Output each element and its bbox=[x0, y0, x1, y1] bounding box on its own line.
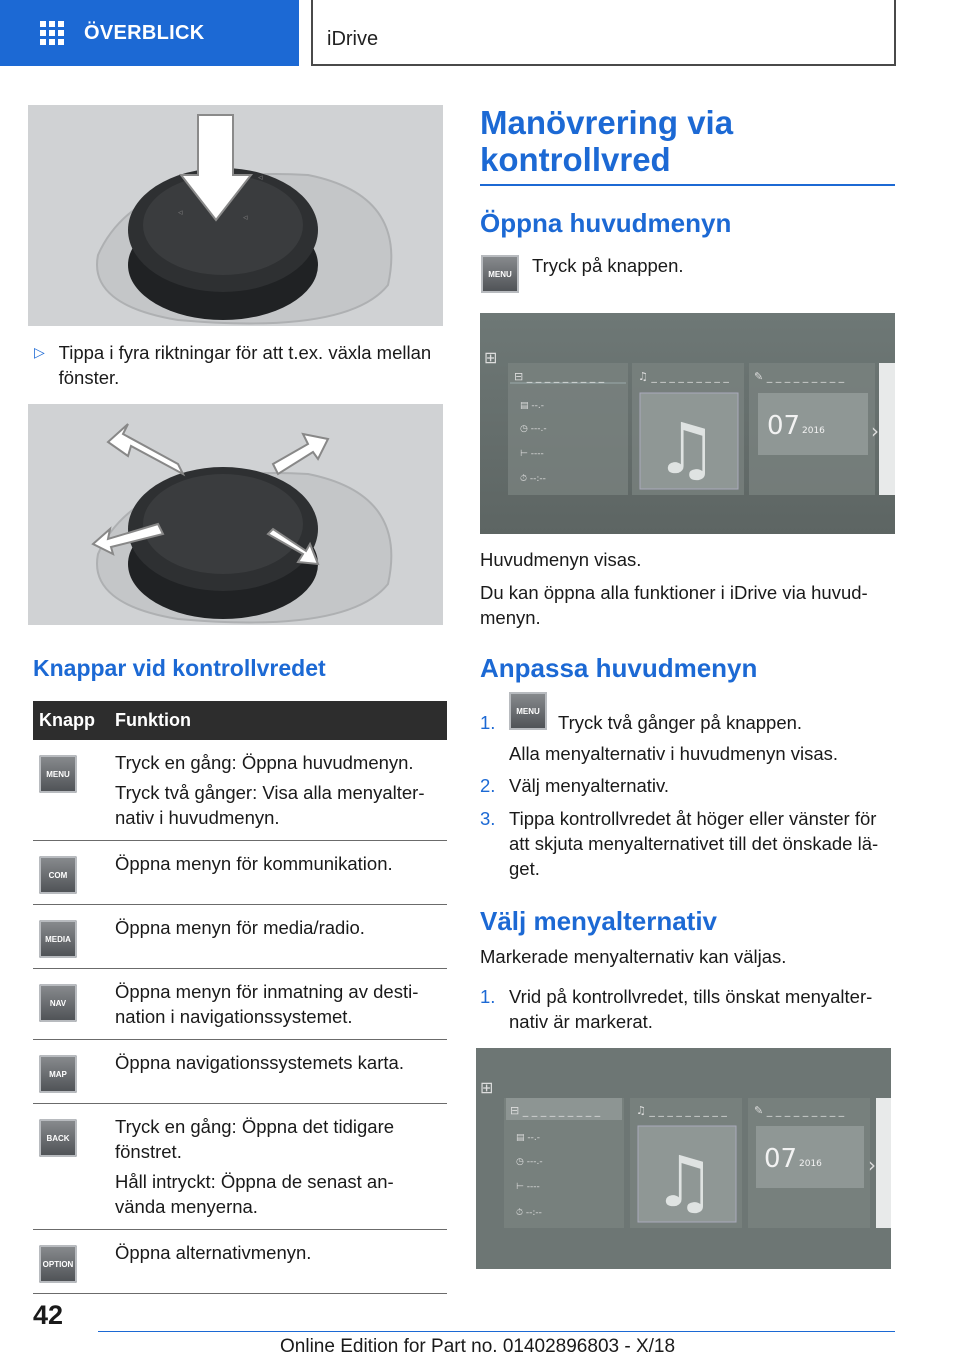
row-text: Öppna navigationssystemets karta. bbox=[115, 1052, 404, 1073]
step-subtext: Alla menyalternativ i huvudmenyn visas. bbox=[509, 743, 839, 764]
com-button-icon: COM bbox=[39, 856, 77, 894]
menu-button-icon: MENU bbox=[481, 255, 519, 293]
svg-text:⊟ _ _ _ _ _ _ _ _ _: ⊟ _ _ _ _ _ _ _ _ _ bbox=[514, 370, 605, 383]
svg-text:⊢ ----: ⊢ ---- bbox=[520, 449, 544, 459]
menu-button-icon: MENU bbox=[509, 692, 547, 730]
svg-text:›: › bbox=[871, 419, 879, 443]
press-button-text: Tryck på knappen. bbox=[532, 255, 684, 276]
main-menu-screen bbox=[480, 313, 895, 534]
grid-menu-icon bbox=[40, 21, 64, 45]
row-text: Öppna menyn för inmatning av desti-nation i navigationssystemet. bbox=[115, 981, 419, 1027]
svg-text:♫: ♫ bbox=[655, 408, 718, 490]
map-button-icon: MAP bbox=[39, 1055, 77, 1093]
svg-text:⊢ ----: ⊢ ---- bbox=[516, 1182, 540, 1192]
step-number: 1. bbox=[480, 712, 496, 733]
main-menu-screen-2 bbox=[476, 1048, 891, 1269]
table-row bbox=[33, 969, 447, 1040]
svg-text:♫ _ _ _ _ _ _ _ _ _: ♫ _ _ _ _ _ _ _ _ _ bbox=[636, 1104, 727, 1117]
chapter-title: iDrive bbox=[311, 0, 896, 66]
svg-text:⏱ --:--: ⏱ --:-- bbox=[520, 474, 546, 484]
select-text: Markerade menyalternativ kan väljas. bbox=[480, 946, 787, 967]
screen-date: 07 bbox=[764, 1144, 798, 1174]
controller-tilt-image bbox=[28, 404, 443, 625]
table-row bbox=[33, 740, 447, 841]
step-text: Tippa kontrollvredet åt höger eller vänster för att skjuta menyalternativet till det önskade lä-get. bbox=[509, 808, 879, 879]
step-text: Tryck två gånger på knappen. bbox=[558, 712, 803, 733]
table-row bbox=[33, 841, 447, 905]
svg-text:⏱ --:--: ⏱ --:-- bbox=[516, 1208, 542, 1218]
svg-text:◃: ◃ bbox=[178, 208, 183, 218]
svg-text:⊞: ⊞ bbox=[480, 1078, 494, 1097]
row-text: Öppna menyn för media/radio. bbox=[115, 917, 365, 938]
screen-year: 2016 bbox=[802, 426, 825, 436]
table-row bbox=[33, 1040, 447, 1104]
row-text: Håll intryckt: Öppna de senast an-vända menyerna. bbox=[115, 1171, 394, 1217]
svg-text:◃: ◃ bbox=[243, 213, 248, 223]
step-number: 3. bbox=[480, 808, 496, 829]
heading-open-main-menu: Öppna huvudmenyn bbox=[480, 208, 732, 238]
triangle-bullet-icon: ▷ bbox=[34, 344, 45, 360]
svg-text:♫: ♫ bbox=[653, 1141, 716, 1223]
tilt-bullet-text: Tippa i fyra riktningar för att t.ex. växla mellan fönster. bbox=[58, 342, 432, 388]
svg-text:◷ ---.-: ◷ ---.- bbox=[520, 424, 547, 434]
footer-divider bbox=[98, 1331, 895, 1332]
col-header-function: Funktion bbox=[109, 701, 447, 740]
all-functions-text: Du kan öppna alla funktioner i iDrive via huvud-menyn. bbox=[480, 582, 868, 628]
svg-text:♫ _ _ _ _ _ _ _ _ _: ♫ _ _ _ _ _ _ _ _ _ bbox=[638, 370, 729, 383]
section-label: ÖVERBLICK bbox=[84, 21, 205, 44]
row-text: Tryck två gånger: Visa alla menyalter-nativ i huvudmenyn. bbox=[115, 782, 425, 828]
step-number: 1. bbox=[480, 986, 496, 1007]
controller-press-image bbox=[28, 105, 443, 326]
nav-button-icon: NAV bbox=[39, 984, 77, 1022]
step-text: Välj menyalternativ. bbox=[509, 775, 670, 796]
svg-text:⊟ _ _ _ _ _ _ _ _ _: ⊟ _ _ _ _ _ _ _ _ _ bbox=[510, 1104, 601, 1117]
svg-text:✎ _ _ _ _ _ _ _ _ _: ✎ _ _ _ _ _ _ _ _ _ bbox=[754, 1104, 845, 1117]
table-row bbox=[33, 1230, 447, 1294]
table-row bbox=[33, 1104, 447, 1230]
row-text: Tryck en gång: Öppna det tidigare fönstret. bbox=[115, 1116, 395, 1162]
row-text: Öppna alternativmenyn. bbox=[115, 1242, 312, 1263]
svg-text:▤ --.-: ▤ --.- bbox=[520, 401, 544, 411]
screen-year: 2016 bbox=[799, 1159, 822, 1169]
media-button-icon: MEDIA bbox=[39, 920, 77, 958]
svg-text:▤ --.-: ▤ --.- bbox=[516, 1133, 540, 1143]
screen-date: 07 bbox=[767, 411, 801, 441]
section-heading-buttons: Knappar vid kontrollvredet bbox=[33, 655, 326, 681]
svg-text:›: › bbox=[868, 1153, 876, 1177]
section-tab[interactable] bbox=[0, 0, 299, 66]
step-number: 2. bbox=[480, 775, 496, 796]
page-title: Manövrering via kontrollvred bbox=[480, 104, 895, 186]
page-number: 42 bbox=[33, 1300, 64, 1330]
row-text: Öppna menyn för kommunikation. bbox=[115, 853, 393, 874]
step-text: Vrid på kontrollvredet, tills önskat menyalter-nativ är markerat. bbox=[509, 986, 873, 1032]
row-text: Tryck en gång: Öppna huvudmenyn. bbox=[115, 752, 414, 773]
svg-text:✎ _ _ _ _ _ _ _ _ _: ✎ _ _ _ _ _ _ _ _ _ bbox=[754, 370, 845, 383]
svg-text:◃: ◃ bbox=[258, 173, 263, 183]
tilt-bullet bbox=[34, 340, 444, 390]
menu-button-icon: MENU bbox=[39, 755, 77, 793]
svg-text:⊞: ⊞ bbox=[484, 348, 498, 367]
buttons-table bbox=[33, 701, 447, 1294]
back-button-icon: BACK bbox=[39, 1119, 77, 1157]
menu-shown-text: Huvudmenyn visas. bbox=[480, 549, 642, 570]
table-row bbox=[33, 905, 447, 969]
heading-customize-menu: Anpassa huvudmenyn bbox=[480, 653, 758, 683]
footer-edition: Online Edition for Part no. 01402896803 - X/18 bbox=[280, 1336, 676, 1357]
svg-text:◷ ---.-: ◷ ---.- bbox=[516, 1157, 543, 1167]
col-header-key: Knapp bbox=[33, 701, 109, 740]
option-button-icon: OPTION bbox=[39, 1245, 77, 1283]
heading-select-option: Välj menyalternativ bbox=[480, 906, 717, 936]
